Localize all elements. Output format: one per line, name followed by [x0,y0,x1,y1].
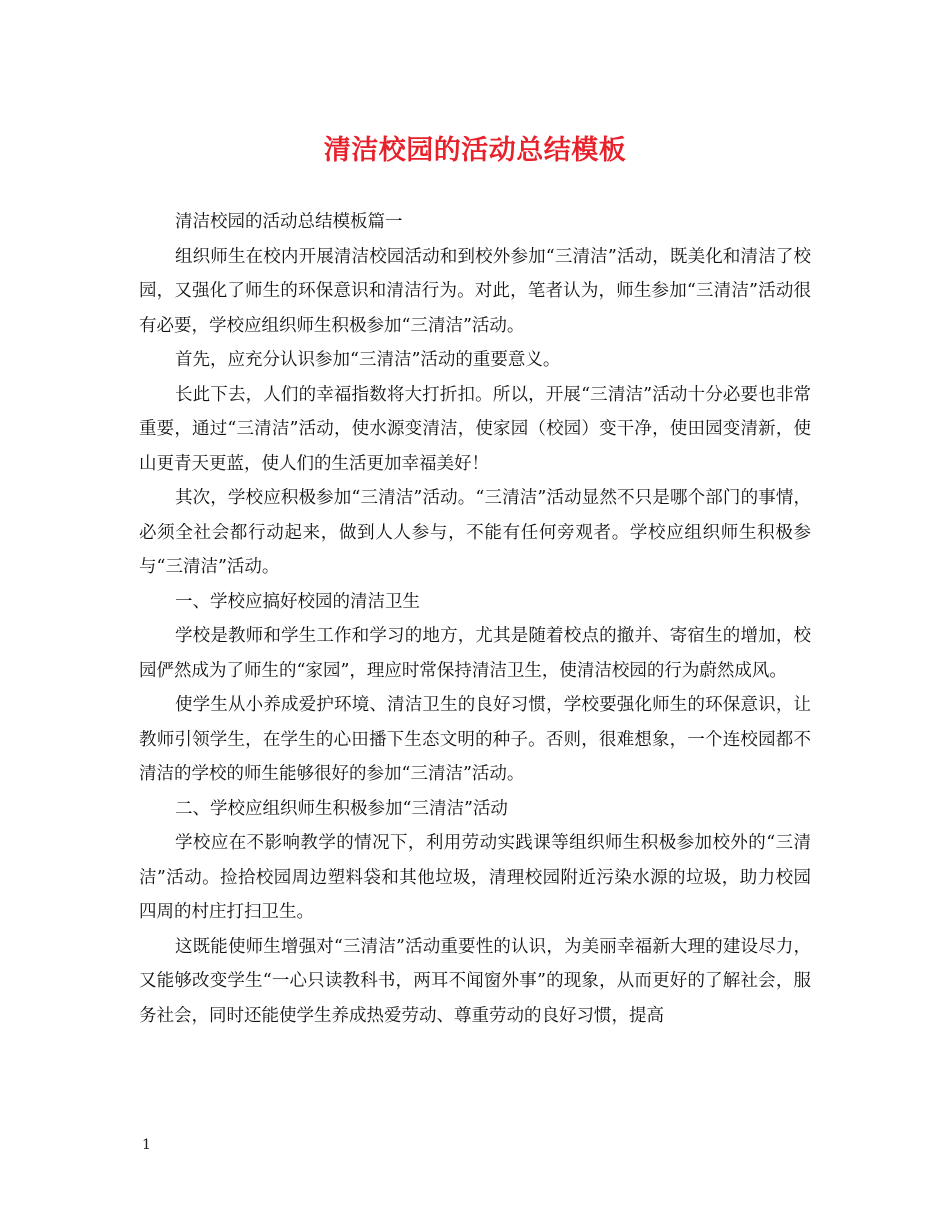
document-title: 清洁校园的活动总结模板 [323,135,627,166]
paragraph-consequence: 长此下去，人们的幸福指数将大打折扣。所以，开展“三清洁”活动十分必要也非常重要，通过“三清洁”活动，使水源变清洁，使家园（校园）变干净，使田园变清新，使山更青天更蓝，使人们的生活更加幸福美好！ [139,384,811,474]
paragraph-intro: 组织师生在校内开展清洁校园活动和到校外参加“三清洁”活动，既美化和清洁了校园，又强化了师生的环保意识和清洁行为。对此，笔者认为，师生参加“三清洁”活动很有必要，学校应组织师生积极参加“三清洁”活动。 [139,246,811,336]
paragraph-habits: 使学生从小养成爱护环境、清洁卫生的良好习惯，学校要强化师生的环保意识，让教师引领学生，在学生的心田播下生态文明的种子。否则，很难想象，一个连校园都不清洁的学校的师生能够很好的参加“三清洁”活动。 [139,695,811,784]
paragraph-subtitle: 清洁校园的活动总结模板篇一 [175,212,403,232]
page-number: 1 [142,1137,151,1153]
paragraph-first-point: 首先，应充分认识参加“三清洁”活动的重要意义。 [175,350,561,370]
document-body [139,205,811,1033]
paragraph-benefits: 这既能使师生增强对“三清洁”活动重要性的认识，为美丽幸福新大理的建设尽力，又能够改变学生“一心只读教科书，两耳不闻窗外事”的现象，从而更好的了解社会，服务社会，同时还能使学生养成热爱劳动、尊重劳动的良好习惯，提高 [139,936,811,1026]
paragraph-second-point: 其次，学校应积极参加“三清洁”活动。“三清洁”活动显然不只是哪个部门的事情，必须全社会都行动起来，做到人人参与，不能有任何旁观者。学校应组织师生积极参与“三清洁”活动。 [139,488,811,577]
paragraph-campus-home: 学校是教师和学生工作和学习的地方，尤其是随着校点的撤并、寄宿生的增加，校园俨然成为了师生的“家园”，理应时常保持清洁卫生，使清洁校园的行为蔚然成风。 [139,626,811,681]
section-heading-2: 二、学校应组织师生积极参加“三清洁”活动 [175,798,508,819]
paragraph-practice: 学校应在不影响教学的情况下，利用劳动实践课等组织师生积极参加校外的“三清洁”活动。捡拾校园周边塑料袋和其他垃圾，清理校园附近污染水源的垃圾，助力校园四周的村庄打扫卫生。 [139,833,811,922]
section-heading-1: 一、学校应搞好校园的清洁卫生 [175,591,420,612]
